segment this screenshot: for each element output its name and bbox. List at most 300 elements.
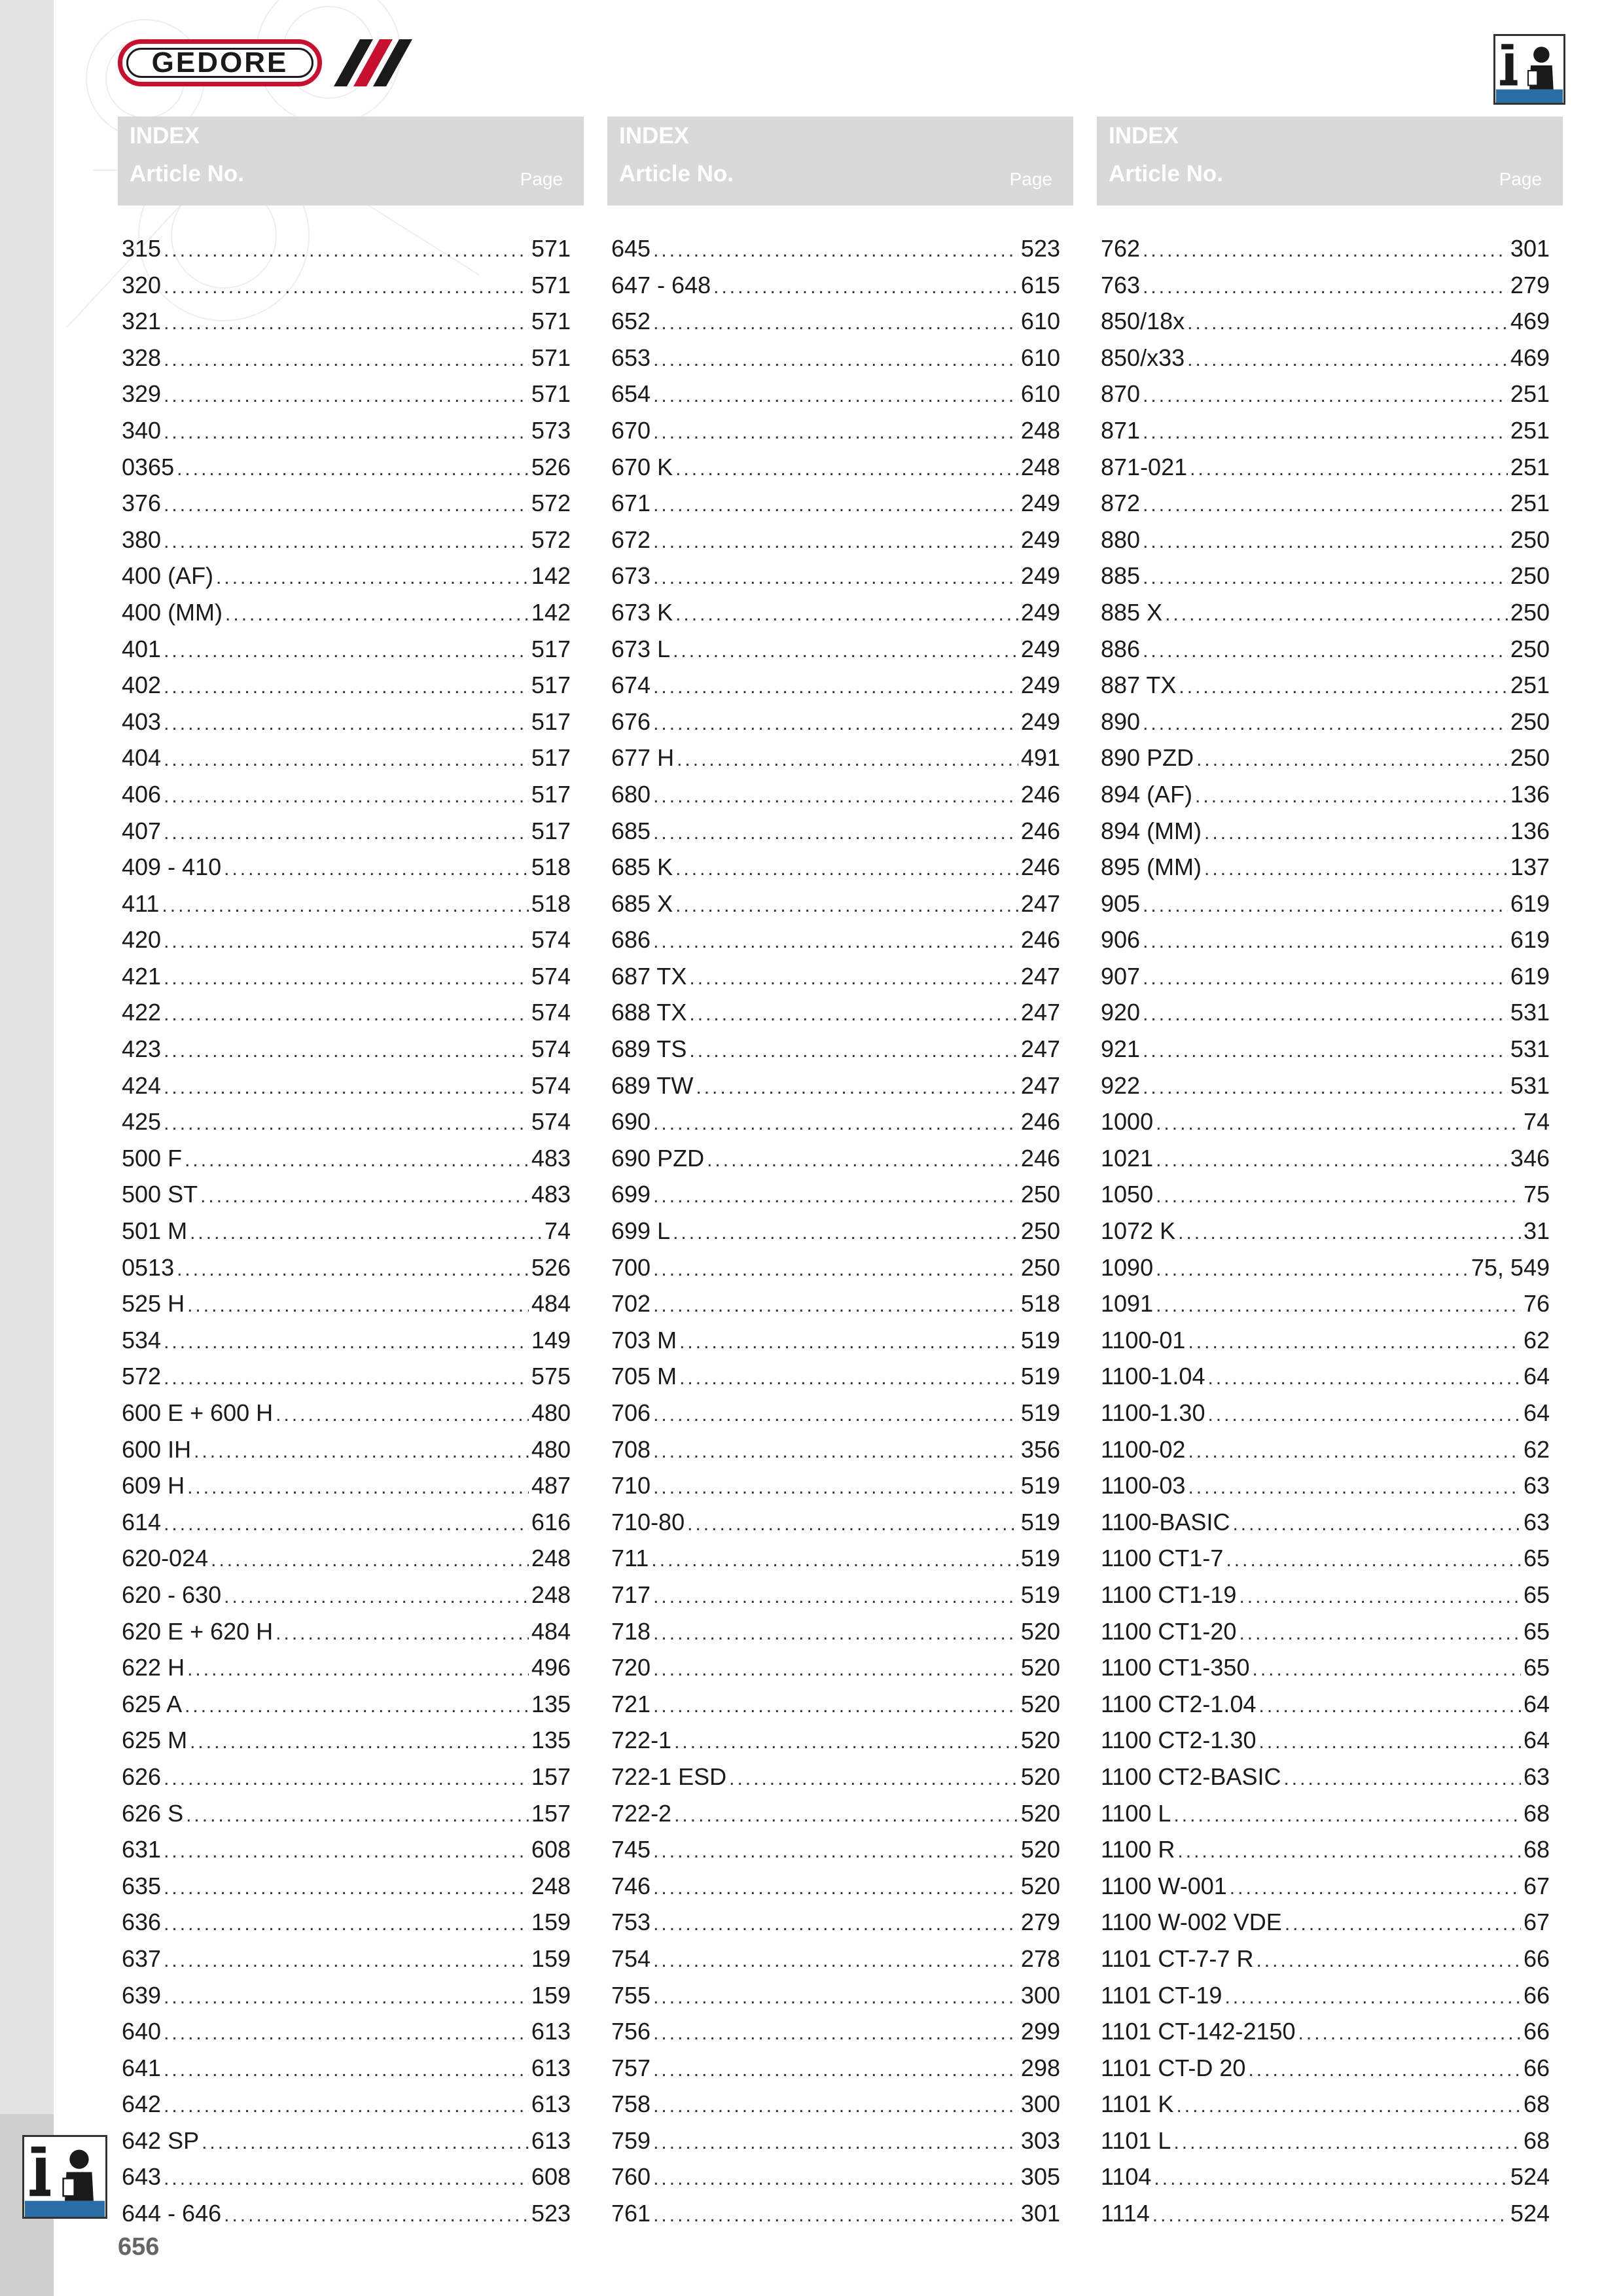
page-reference: 531	[1510, 999, 1550, 1026]
dot-leader	[1196, 742, 1508, 778]
article-number: 1101 CT-D 20	[1101, 2054, 1246, 2081]
article-number: 1100 CT2-BASIC	[1101, 1763, 1281, 1790]
index-entry	[1097, 1031, 1563, 1067]
article-number: 887 TX	[1101, 672, 1177, 699]
page-reference: 520	[1020, 1727, 1060, 1754]
article-number: 1100-02	[1101, 1435, 1186, 1463]
article-number: 922	[1101, 1071, 1141, 1099]
page-reference: 251	[1510, 453, 1550, 480]
article-number: 711	[611, 1545, 649, 1572]
index-entry	[1097, 1213, 1563, 1249]
dot-leader	[713, 269, 1018, 306]
page-reference: 574	[531, 999, 571, 1026]
page-reference: 518	[531, 853, 571, 881]
index-entry	[607, 2050, 1073, 2087]
page-reference: 246	[1020, 926, 1060, 954]
dot-leader	[224, 1579, 529, 1615]
index-entry	[1097, 776, 1563, 813]
article-number: 320	[122, 271, 162, 298]
article-number: 760	[611, 2163, 651, 2191]
article-number: 609 H	[122, 1472, 185, 1499]
dot-leader	[653, 1433, 1018, 1470]
index-entry	[118, 2013, 584, 2050]
page-reference: 571	[531, 380, 571, 408]
index-entry	[1097, 1467, 1563, 1504]
article-number: 677 H	[611, 744, 675, 772]
dot-leader	[653, 1251, 1018, 1288]
page-reference: 135	[531, 1690, 571, 1717]
dot-leader	[1258, 1688, 1520, 1725]
index-entry	[607, 1904, 1073, 1941]
page-reference: 76	[1523, 1290, 1550, 1318]
page-reference: 157	[531, 1763, 571, 1790]
page-reference: 610	[1020, 308, 1060, 335]
dot-leader	[653, 1287, 1018, 1324]
index-entry	[1097, 667, 1563, 704]
page-reference: 64	[1523, 1690, 1550, 1717]
page-reference: 75, 549	[1471, 1253, 1550, 1281]
page-reference: 520	[1020, 1872, 1060, 1899]
index-entry	[1097, 1322, 1563, 1359]
dot-leader	[653, 2125, 1018, 2161]
dot-leader	[1143, 888, 1508, 924]
article-number: 671	[611, 490, 651, 517]
index-entry	[607, 1831, 1073, 1868]
page-reference: 246	[1020, 1108, 1060, 1136]
index-entry	[1097, 994, 1563, 1031]
index-entry	[118, 2123, 584, 2159]
index-entry	[607, 376, 1073, 412]
index-entry	[1097, 1649, 1563, 1686]
article-number: 425	[122, 1108, 162, 1136]
index-entry	[607, 340, 1073, 376]
dot-leader	[164, 742, 529, 778]
article-number: 420	[122, 926, 162, 954]
index-entry	[118, 1649, 584, 1686]
index-entry	[607, 1977, 1073, 2014]
index-entry	[607, 631, 1073, 668]
article-number: 1100 W-002 VDE	[1101, 1909, 1282, 1936]
page-reference: 519	[1020, 1545, 1060, 1572]
article-number: 500 ST	[122, 1181, 198, 1208]
page-reference: 517	[531, 635, 571, 662]
page-reference: 63	[1523, 1472, 1550, 1499]
article-number: 885 X	[1101, 598, 1163, 626]
article-number: 1104	[1101, 2163, 1152, 2191]
page-reference: 65	[1523, 1581, 1550, 1608]
page-reference: 65	[1523, 1654, 1550, 1681]
index-entry	[607, 1140, 1073, 1177]
dot-leader	[164, 1906, 529, 1943]
dot-leader	[653, 1943, 1018, 1979]
index-entry	[607, 1686, 1073, 1723]
article-number: 653	[611, 344, 651, 371]
side-strip	[0, 0, 54, 2296]
index-entry	[118, 522, 584, 558]
dot-leader	[653, 560, 1018, 596]
index-column-3	[1097, 117, 1563, 2232]
page-reference: 523	[1020, 235, 1060, 262]
index-entry	[118, 340, 584, 376]
article-number: 690 PZD	[611, 1144, 705, 1172]
article-number: 905	[1101, 889, 1141, 917]
article-number: 1100 CT1-350	[1101, 1654, 1250, 1681]
page-reference: 520	[1020, 1690, 1060, 1717]
article-number: 890 PZD	[1101, 744, 1194, 772]
article-number: 690	[611, 1108, 651, 1136]
page-reference: 249	[1020, 562, 1060, 590]
index-entry	[607, 303, 1073, 340]
page-reference: 251	[1510, 380, 1550, 408]
article-number: 700	[611, 1253, 651, 1281]
article-number: 870	[1101, 380, 1141, 408]
index-entry	[118, 267, 584, 304]
index-entry	[118, 1577, 584, 1613]
index-entry	[607, 412, 1073, 449]
dot-leader	[1239, 1615, 1520, 1652]
article-number: 340	[122, 416, 162, 444]
page-reference: 250	[1510, 635, 1550, 662]
article-number: 1101 K	[1101, 2090, 1174, 2118]
article-number: 754	[611, 1945, 651, 1972]
index-entry	[118, 1686, 584, 1723]
page-reference: 517	[531, 817, 571, 844]
index-entry	[607, 1722, 1073, 1759]
dot-leader	[164, 1833, 529, 1870]
index-entry	[607, 1285, 1073, 1322]
page-reference: 524	[1510, 2163, 1550, 2191]
dot-leader	[1188, 1469, 1521, 1506]
article-number: 722-1	[611, 1727, 672, 1754]
index-entry	[1097, 1285, 1563, 1322]
dot-leader	[653, 669, 1018, 706]
dot-leader	[653, 778, 1018, 815]
page-reference: 66	[1523, 2054, 1550, 2081]
article-number: 639	[122, 1981, 162, 2009]
page-reference: 575	[531, 1363, 571, 1390]
article-number: 907	[1101, 962, 1141, 990]
page-reference: 520	[1020, 1799, 1060, 1827]
article-number: 1100 CT1-19	[1101, 1581, 1237, 1608]
page-reference: 249	[1020, 598, 1060, 626]
dot-leader	[653, 487, 1018, 524]
dot-leader	[177, 451, 529, 488]
page-reference: 75	[1523, 1181, 1550, 1208]
column-header	[118, 117, 584, 206]
dot-leader	[689, 960, 1018, 997]
article-number: 1000	[1101, 1108, 1154, 1136]
page-reference: 526	[531, 453, 571, 480]
index-entry	[607, 1358, 1073, 1395]
index-entry	[118, 412, 584, 449]
index-entry	[607, 1322, 1073, 1359]
page-reference: 250	[1510, 562, 1550, 590]
article-number: 756	[611, 2018, 651, 2045]
index-entry	[118, 1759, 584, 1795]
dot-leader	[276, 1397, 529, 1433]
dot-leader	[1143, 1033, 1508, 1069]
dot-leader	[200, 1178, 529, 1215]
article-number: 1050	[1101, 1181, 1154, 1208]
article-number: 1100 CT1-7	[1101, 1545, 1224, 1572]
article-number: 1101 CT-7-7 R	[1101, 1945, 1254, 1972]
index-entry	[607, 1613, 1073, 1650]
page-reference: 64	[1523, 1399, 1550, 1426]
article-number: 380	[122, 526, 162, 553]
article-number: 699 L	[611, 1217, 671, 1245]
index-entry	[118, 2050, 584, 2087]
dot-leader	[653, 1688, 1018, 1725]
page-reference: 531	[1510, 1035, 1550, 1063]
page-reference: 246	[1020, 853, 1060, 881]
index-entry	[1097, 704, 1563, 740]
article-number: 708	[611, 1435, 651, 1463]
article-number: 673 L	[611, 635, 671, 662]
dot-leader	[1143, 378, 1508, 414]
article-number: 763	[1101, 271, 1141, 298]
index-entry	[1097, 922, 1563, 958]
article-number: 710-80	[611, 1508, 685, 1535]
dot-leader	[653, 1579, 1018, 1615]
dot-leader	[1258, 1724, 1520, 1761]
article-number: 1100 CT2-1.30	[1101, 1727, 1257, 1754]
index-entry	[607, 1577, 1073, 1613]
article-number: 600 IH	[122, 1435, 192, 1463]
dot-leader	[679, 1324, 1018, 1361]
page-reference: 484	[531, 1617, 571, 1645]
index-entry	[1097, 2123, 1563, 2159]
index-entry	[607, 449, 1073, 486]
index-entry	[118, 303, 584, 340]
article-number: 645	[611, 235, 651, 262]
article-number: 1100-BASIC	[1101, 1508, 1230, 1535]
page-reference: 519	[1020, 1472, 1060, 1499]
index-entry	[118, 1904, 584, 1941]
index-entry	[607, 667, 1073, 704]
page-reference: 247	[1020, 999, 1060, 1026]
index-entry	[1097, 1868, 1563, 1905]
index-entry	[118, 1431, 584, 1468]
dot-leader	[689, 1033, 1018, 1069]
dot-leader	[185, 1142, 529, 1179]
dot-leader	[190, 1215, 542, 1251]
dot-leader	[164, 2161, 529, 2197]
header-page: Page	[520, 169, 563, 189]
index-entry	[607, 558, 1073, 594]
article-number: 1101 L	[1101, 2126, 1171, 2154]
header-page: Page	[1009, 169, 1052, 189]
dot-leader	[1154, 2161, 1508, 2197]
dot-leader	[1204, 815, 1508, 852]
dot-leader	[186, 1797, 529, 1834]
article-number: 706	[611, 1399, 651, 1426]
dot-leader	[164, 2052, 529, 2089]
dot-leader	[673, 633, 1018, 670]
article-number: 644 - 646	[122, 2200, 222, 2227]
page-reference: 137	[1510, 853, 1550, 881]
dot-leader	[164, 524, 529, 560]
dot-leader	[1248, 2052, 1521, 2089]
index-entry	[118, 1395, 584, 1431]
page-reference: 608	[531, 1836, 571, 1863]
dot-leader	[1283, 1761, 1521, 1797]
index-entry	[1097, 849, 1563, 886]
index-entry	[1097, 340, 1563, 376]
dot-leader	[1177, 1833, 1521, 1870]
dot-leader	[1152, 2197, 1508, 2234]
article-number: 686	[611, 926, 651, 954]
page-reference: 523	[531, 2200, 571, 2227]
article-number: 1091	[1101, 1290, 1154, 1318]
article-number: 500 F	[122, 1144, 183, 1172]
dot-leader	[164, 1943, 529, 1979]
index-entry	[118, 631, 584, 668]
dot-leader	[187, 1469, 529, 1506]
page-reference: 31	[1523, 1217, 1550, 1245]
dot-leader	[1190, 451, 1508, 488]
article-number: 423	[122, 1035, 162, 1063]
page-reference: 136	[1510, 780, 1550, 808]
dot-leader	[1298, 2015, 1521, 2052]
dot-leader	[687, 1506, 1018, 1543]
article-number: 674	[611, 672, 651, 699]
article-number: 641	[122, 2054, 162, 2081]
dot-leader	[1143, 487, 1508, 524]
page-reference: 608	[531, 2163, 571, 2191]
dot-leader	[164, 1870, 529, 1907]
dot-leader	[653, 1615, 1018, 1652]
index-entry	[607, 1103, 1073, 1140]
column-header	[1097, 117, 1563, 206]
article-number: 680	[611, 780, 651, 808]
page-reference: 520	[1020, 1836, 1060, 1863]
page-reference: 64	[1523, 1727, 1550, 1754]
index-entry	[607, 1868, 1073, 1905]
page-reference: 619	[1510, 926, 1550, 954]
page-reference: 74	[544, 1217, 571, 1245]
article-number: 1072 K	[1101, 1217, 1176, 1245]
article-number: 637	[122, 1945, 162, 1972]
dot-leader	[653, 1651, 1018, 1688]
index-entry	[1097, 522, 1563, 558]
article-number: 402	[122, 672, 162, 699]
index-entry	[1097, 740, 1563, 776]
article-number: 720	[611, 1654, 651, 1681]
dot-leader	[653, 1870, 1018, 1907]
article-number: 717	[611, 1581, 651, 1608]
index-entry	[118, 1213, 584, 1249]
index-entry	[1097, 2086, 1563, 2123]
article-number: 422	[122, 999, 162, 1026]
dot-leader	[1207, 1360, 1520, 1397]
article-number: 688 TX	[611, 999, 687, 1026]
dot-leader	[653, 1178, 1018, 1215]
info-person-icon	[1493, 34, 1565, 105]
dot-leader	[1143, 524, 1508, 560]
dot-leader	[679, 1360, 1018, 1397]
page-reference: 67	[1523, 1872, 1550, 1899]
article-number: 673	[611, 562, 651, 590]
article-number: 406	[122, 780, 162, 808]
page-reference: 250	[1020, 1181, 1060, 1208]
dot-leader	[1156, 1178, 1521, 1215]
page-reference: 65	[1523, 1617, 1550, 1645]
dot-leader	[707, 1142, 1018, 1179]
page-reference: 572	[531, 526, 571, 553]
page-reference: 615	[1020, 271, 1060, 298]
index-entry	[607, 594, 1073, 631]
index-entries	[118, 230, 584, 2232]
dot-leader	[653, 1906, 1018, 1943]
article-number: 920	[1101, 999, 1141, 1026]
article-number: 710	[611, 1472, 651, 1499]
dot-leader	[164, 487, 529, 524]
article-number: 614	[122, 1508, 162, 1535]
page-reference: 619	[1510, 889, 1550, 917]
article-number: 404	[122, 744, 162, 772]
article-number: 652	[611, 308, 651, 335]
page-reference: 136	[1510, 817, 1550, 844]
dot-leader	[653, 706, 1018, 742]
article-number: 1101 CT-19	[1101, 1981, 1222, 2009]
index-entry	[607, 886, 1073, 922]
article-number: 673 K	[611, 598, 673, 626]
page-reference: 63	[1523, 1763, 1550, 1790]
article-number: 640	[122, 2018, 162, 2045]
page-reference: 299	[1020, 2018, 1060, 2045]
index-entry	[607, 2195, 1073, 2232]
index-entry	[1097, 1431, 1563, 1468]
dot-leader	[1232, 1506, 1521, 1543]
index-entry	[118, 1868, 584, 1905]
article-number: 895 (MM)	[1101, 853, 1202, 881]
dot-leader	[276, 1615, 529, 1652]
page-reference: 480	[531, 1435, 571, 1463]
article-number: 636	[122, 1909, 162, 1936]
page-reference: 573	[531, 416, 571, 444]
page-reference: 248	[1020, 416, 1060, 444]
index-entry	[607, 1031, 1073, 1067]
article-number: 1100 R	[1101, 1836, 1175, 1863]
page-reference: 66	[1523, 2018, 1550, 2045]
page-reference: 159	[531, 1945, 571, 1972]
index-entry	[607, 1649, 1073, 1686]
dot-leader	[1188, 1324, 1521, 1361]
page-reference: 248	[531, 1545, 571, 1572]
page-reference: 616	[531, 1508, 571, 1535]
dot-leader	[164, 1761, 529, 1797]
article-number: 407	[122, 817, 162, 844]
article-number: 525 H	[122, 1290, 185, 1318]
dot-leader	[653, 2197, 1018, 2234]
page-reference: 66	[1523, 1945, 1550, 1972]
page-reference: 246	[1020, 780, 1060, 808]
page-reference: 301	[1020, 2200, 1060, 2227]
page-reference: 520	[1020, 1654, 1060, 1681]
index-entry	[118, 886, 584, 922]
header-article-no: Article No.	[619, 161, 734, 187]
index-entry	[607, 704, 1073, 740]
index-column-2	[607, 117, 1073, 2232]
article-number: 689 TS	[611, 1035, 687, 1063]
dot-leader	[1285, 1906, 1521, 1943]
article-number: 1100-01	[1101, 1326, 1186, 1354]
article-number: 702	[611, 1290, 651, 1318]
dot-leader	[164, 778, 529, 815]
index-entry	[118, 1504, 584, 1541]
article-number: 635	[122, 1872, 162, 1899]
page-reference: 517	[531, 672, 571, 699]
